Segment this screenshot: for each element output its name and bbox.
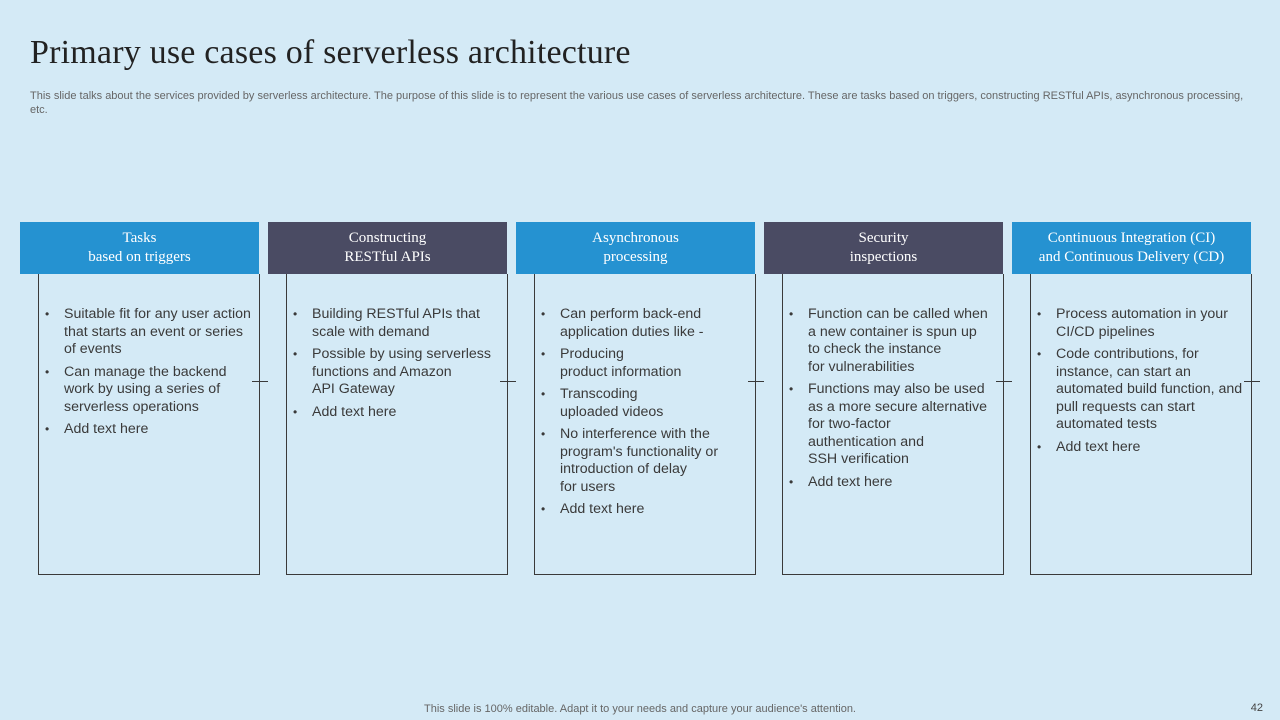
bracket-tick xyxy=(1244,381,1260,382)
list-item: • Transcoding uploaded videos xyxy=(541,386,747,421)
column-content-box xyxy=(286,274,508,575)
bracket-tick xyxy=(996,381,1012,382)
list-item: • Can manage the backend work by using a series of serverless operations xyxy=(45,364,251,417)
column-header xyxy=(1012,222,1251,274)
use-case-column-async-processing xyxy=(516,222,755,578)
list-item: • Suitable fit for any user action that starts an event or series of events xyxy=(45,306,251,359)
list-item: • No interference with the program's functionality or introduction of delay for users xyxy=(541,426,747,496)
column-header-label: Security inspections xyxy=(849,230,918,265)
list-item: • Process automation in your CI/CD pipelines xyxy=(1037,306,1243,341)
bullet-list xyxy=(541,306,747,524)
list-item: • Add text here xyxy=(789,474,995,492)
bracket-tick xyxy=(748,381,764,382)
column-content-box xyxy=(534,274,756,575)
bracket-tick xyxy=(252,381,268,382)
column-content-box xyxy=(38,274,260,575)
list-item: • Add text here xyxy=(45,421,251,439)
bullet-list xyxy=(789,306,995,496)
list-item: • Functions may also be used as a more secure alternative for two-factor authentication and SSH verification xyxy=(789,381,995,469)
use-case-column-restful-apis xyxy=(268,222,507,578)
list-item: • Building RESTful APIs that scale with demand xyxy=(293,306,499,341)
column-header xyxy=(764,222,1003,274)
footer-note: This slide is 100% editable. Adapt it to your needs and capture your audience's attention. xyxy=(424,703,856,715)
bullet-list xyxy=(1037,306,1243,461)
list-item: • Add text here xyxy=(541,501,747,519)
column-header xyxy=(268,222,507,274)
use-case-column-triggers xyxy=(20,222,259,578)
page-number: 42 xyxy=(1250,702,1263,714)
column-header-label: Constructing RESTful APIs xyxy=(344,230,431,265)
column-header-label: Continuous Integration (CI) and Continuous Delivery (CD) xyxy=(1038,230,1225,265)
bullet-list xyxy=(45,306,251,444)
list-item: • Add text here xyxy=(293,404,499,422)
column-header xyxy=(516,222,755,274)
use-case-column-security xyxy=(764,222,1003,578)
page-subtitle: This slide talks about the services provided by serverless architecture. The purpose of this slide is to represent the various use cases of serverless architecture. These are tasks based on triggers, constructing RESTful APIs, asynchronous processing, etc. xyxy=(30,90,1244,116)
page-title: Primary use cases of serverless architecture xyxy=(30,34,631,71)
list-item: • Possible by using serverless functions and Amazon API Gateway xyxy=(293,346,499,399)
list-item: • Can perform back-end application duties like - xyxy=(541,306,747,341)
column-content-box xyxy=(782,274,1004,575)
list-item: • Code contributions, for instance, can start an automated build function, and pull requests can start automated tests xyxy=(1037,346,1243,434)
column-header-label: Asynchronous processing xyxy=(592,230,679,265)
column-content-box xyxy=(1030,274,1252,575)
list-item: • Add text here xyxy=(1037,439,1243,457)
bracket-tick xyxy=(500,381,516,382)
column-header xyxy=(20,222,259,274)
column-header-label: Tasks based on triggers xyxy=(88,230,191,265)
use-case-column-ci-cd xyxy=(1012,222,1251,578)
list-item: • Producing product information xyxy=(541,346,747,381)
bullet-list xyxy=(293,306,499,426)
list-item: • Function can be called when a new container is spun up to check the instance for vulnerabilities xyxy=(789,306,995,376)
